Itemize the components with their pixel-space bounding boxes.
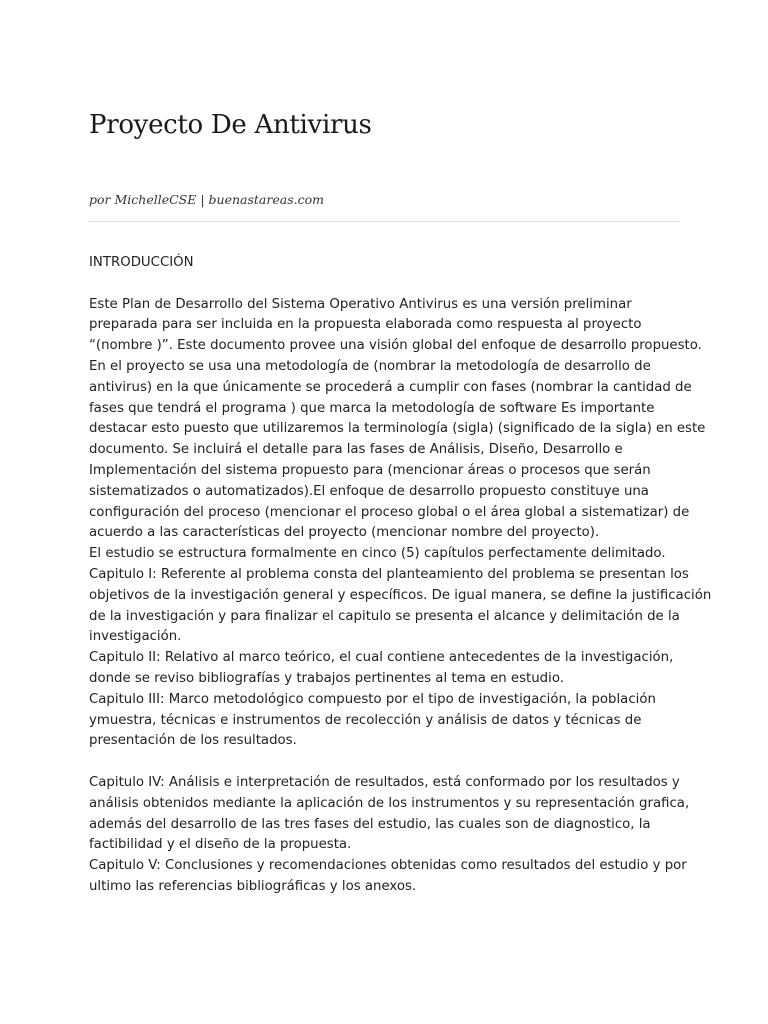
body-line: Este Plan de Desarrollo del Sistema Operativo Antivirus es una versión preliminar — [89, 296, 632, 312]
body-line: objetivos de la investigación general y específicos. De igual manera, se define la justificación — [89, 587, 712, 603]
body-line: análisis obtenidos mediante la aplicación de los instrumentos y su representación grafica, — [89, 795, 690, 811]
body-line: además del desarrollo de las tres fases del estudio, las cuales son de diagnostico, la — [89, 816, 651, 832]
body-line: destacar esto puesto que utilizaremos la terminología (sigla) (significado de la sigla) en este — [89, 421, 706, 437]
body-line: El estudio se estructura formalmente en cinco (5) capítulos perfectamente delimitado. — [89, 546, 666, 562]
body-line: Capitulo I: Referente al problema consta del planteamiento del problema se presentan los — [89, 566, 689, 582]
body-line: preparada para ser incluida en la propuesta elaborada como respuesta al proyecto — [89, 317, 642, 333]
document-byline: por MichelleCSE | buenastareas.com — [89, 192, 324, 207]
body-line: configuración del proceso (mencionar el proceso global o el área global a sistematizar) de — [89, 504, 690, 520]
body-line: acuerdo a las características del proyecto (mencionar nombre del proyecto). — [89, 525, 600, 541]
body-line: Capitulo V: Conclusiones y recomendaciones obtenidas como resultados del estudio y por — [89, 858, 687, 874]
body-paragraph — [89, 295, 712, 898]
body-line: de la investigación y para finalizar el capitulo se presenta el alcance y delimitación de la — [89, 608, 680, 624]
body-line: fases que tendrá el programa ) que marca la metodología de software Es importante — [89, 400, 655, 416]
blank-line — [89, 752, 680, 773]
paragraph-gap — [89, 274, 680, 295]
body-line: documento. Se incluirá el detalle para las fases de Análisis, Diseño, Desarrollo e — [89, 442, 623, 458]
body-line: presentación de los resultados. — [89, 733, 297, 749]
body-line: antivirus) en la que únicamente se procederá a cumplir con fases (nombrar la cantidad de — [89, 379, 692, 395]
body-line: sistematizados o automatizados).El enfoque de desarrollo propuesto constituye una — [89, 483, 649, 499]
body-line: “(nombre )”. Este documento provee una visión global del enfoque de desarrollo propuesto. — [89, 338, 702, 354]
document-body — [89, 253, 712, 898]
section-heading: INTRODUCCIÓN — [89, 255, 194, 270]
body-line: Capitulo III: Marco metodológico compuesto por el tipo de investigación, la población — [89, 691, 656, 707]
body-line: Implementación del sistema propuesto para (mencionar áreas o procesos que serán — [89, 462, 651, 478]
body-line: factibilidad y el diseño de la propuesta. — [89, 837, 352, 853]
document-title: Proyecto De Antivirus — [89, 110, 372, 140]
body-line: investigación. — [89, 629, 182, 645]
body-line: ultimo las referencias bibliográficas y los anexos. — [89, 878, 417, 894]
body-line: Capitulo IV: Análisis e interpretación de resultados, está conformado por los resultados y — [89, 774, 680, 790]
body-line: Capitulo II: Relativo al marco teórico, el cual contiene antecedentes de la investigación, — [89, 650, 674, 666]
body-line: En el proyecto se usa una metodología de (nombrar la metodología de desarrollo de — [89, 358, 651, 374]
divider — [89, 221, 680, 222]
body-line: donde se reviso bibliografías y trabajos pertinentes al tema en estudio. — [89, 670, 564, 686]
body-line: ymuestra, técnicas e instrumentos de recolección y análisis de datos y técnicas de — [89, 712, 642, 728]
